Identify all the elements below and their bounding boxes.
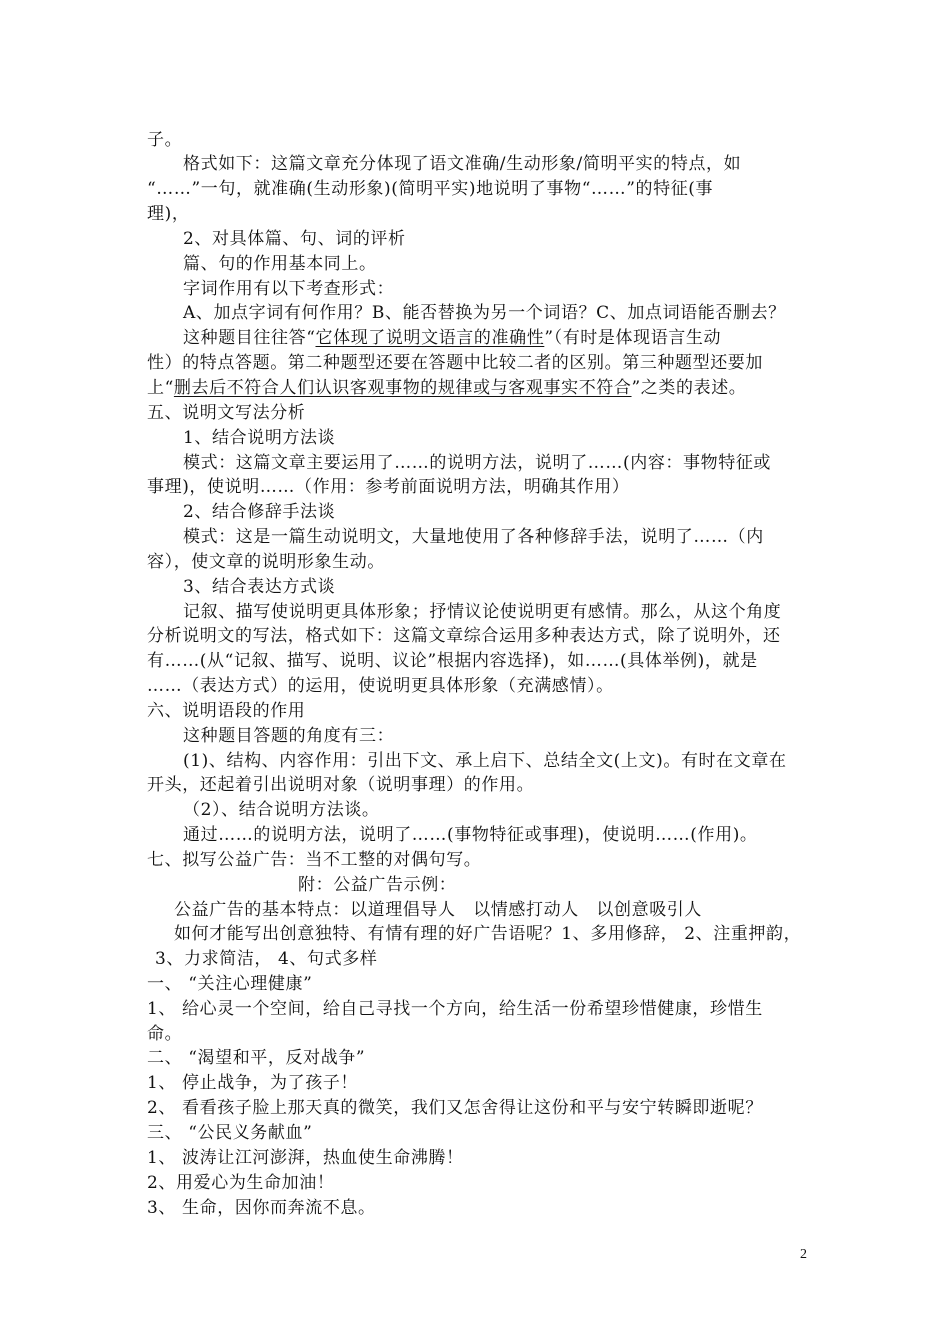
text-line-underlined: 这种题目往往答“它体现了说明文语言的准确性”（有时是体现语言生动 [183, 328, 722, 348]
text-line: 性）的特点答题。第二种题型还要在答题中比较二者的区别。第三种题型还要加 [147, 353, 763, 373]
section-subheading: 3、结合表达方式谈 [183, 577, 336, 597]
text-line: 事理)，使说明……（作用：参考前面说明方法，明确其作用） [147, 477, 630, 497]
section-subheading: （2）、结合说明方法谈。 [183, 800, 380, 820]
section-subheading: 2、结合修辞手法谈 [183, 502, 336, 522]
text-line: 子。 [147, 130, 183, 150]
text-line: 篇、句的作用基本同上。 [183, 254, 377, 274]
text-line: 模式：这篇文章主要运用了……的说明方法，说明了……(内容：事物特征或 [183, 453, 772, 473]
appendix-heading: 附：公益广告示例： [298, 875, 457, 895]
text-line: 字词作用有以下考查形式： [183, 279, 395, 299]
text-line: 这种题目答题的角度有三： [183, 726, 395, 746]
text-line: 3、力求简洁， 4、句式多样 [155, 949, 378, 969]
section-heading: 五、说明文写法分析 [147, 403, 306, 423]
text-line: (1)、结构、内容作用：引出下文、承上启下、总结全文(上文)。有时在文章在 [183, 751, 787, 771]
list-item: 命。 [147, 1024, 183, 1044]
text-line: 理)， [147, 204, 190, 224]
text-line: 公益广告的基本特点：以道理倡导人 以情感打动人 以创意吸引人 [174, 900, 702, 920]
example-heading: 一、 “关注心理健康” [147, 974, 313, 994]
list-item: 2、 看看孩子脸上那天真的微笑，我们又怎舍得让这份和平与安宁转瞬即逝呢？ [147, 1098, 763, 1118]
text-line: 记叙、描写使说明更具体形象；抒情议论使说明更有感情。那么，从这个角度 [183, 602, 782, 622]
text-line-underlined: 上“删去后不符合人们认识客观事物的规律或与客观事实不符合”之类的表述。 [147, 378, 747, 398]
text-line: 容），使文章的说明形象生动。 [147, 552, 385, 572]
text-line: 有……(从“记叙、描写、说明、议论”根据内容选择)，如……(具体举例)，就是 [147, 651, 758, 671]
list-item: 2、用爱心为生命加油！ [147, 1173, 335, 1193]
example-heading: 二、 “渴望和平，反对战争” [147, 1048, 366, 1068]
section-subheading: 2、对具体篇、句、词的评析 [183, 229, 406, 249]
list-item: 3、 生命，因你而奔流不息。 [147, 1198, 376, 1218]
text-line: 模式：这是一篇生动说明文，大量地使用了各种修辞手法，说明了……（内 [183, 527, 764, 547]
text-line: 如何才能写出创意独特、有情有理的好广告语呢？1、多用修辞， 2、注重押韵， [174, 924, 802, 944]
text-line: “……”一句，就准确(生动形象)(简明平实)地说明了事物“……”的特征(事 [147, 179, 714, 199]
page-number: 2 [800, 1247, 807, 1262]
list-item: 1、 波涛让江河澎湃，热血使生命沸腾！ [147, 1148, 464, 1168]
text-line: 分析说明文的写法，格式如下：这篇文章综合运用多种表达方式，除了说明外，还 [147, 626, 781, 646]
section-subheading: 1、结合说明方法谈 [183, 428, 336, 448]
text-line: A、加点字词有何作用？B、能否替换为另一个词语？C、加点词语能否删去？ [183, 303, 786, 323]
section-heading: 六、说明语段的作用 [147, 701, 306, 721]
text-line: 通过……的说明方法，说明了……(事物特征或事理)，使说明……(作用)。 [183, 825, 758, 845]
text-line: 开头，还起着引出说明对象（说明事理）的作用。 [147, 775, 535, 795]
example-heading: 三、 “公民义务献血” [147, 1123, 313, 1143]
text-line: ……（表达方式）的运用，使说明更具体形象（充满感情）。 [147, 676, 614, 696]
list-item: 1、 给心灵一个空间，给自己寻找一个方向，给生活一份希望珍惜健康，珍惜生 [147, 999, 763, 1019]
section-heading: 七、拟写公益广告：当不工整的对偶句写。 [147, 850, 482, 870]
list-item: 1、 停止战争，为了孩子！ [147, 1073, 359, 1093]
text-line: 格式如下：这篇文章充分体现了语文准确/生动形象/简明平实的特点，如 [183, 154, 742, 174]
